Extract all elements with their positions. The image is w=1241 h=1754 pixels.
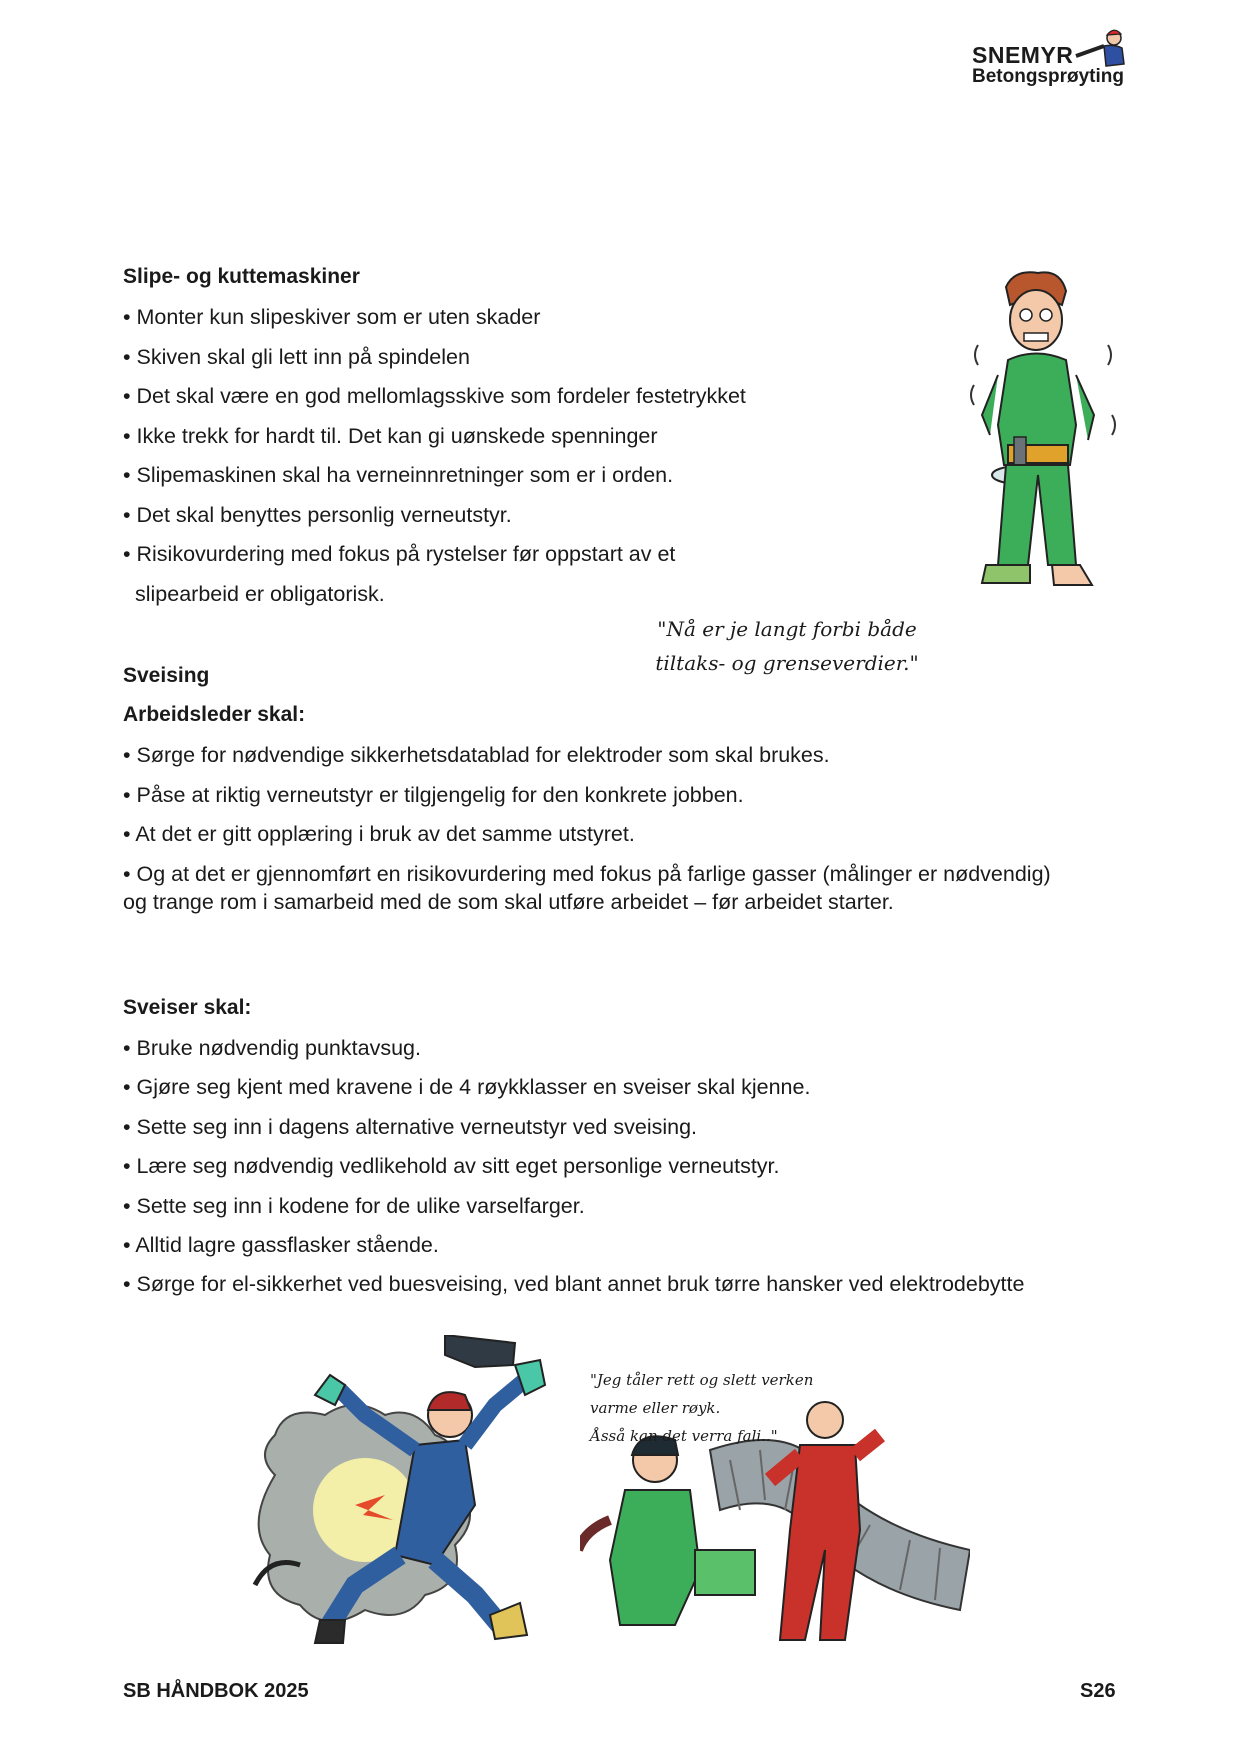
list-item: • Det skal benyttes personlig verneutstyr.	[123, 503, 512, 527]
subsection-title-leader: Arbeidsleder skal:	[123, 703, 306, 726]
list-item: • Sette seg inn i dagens alternative verneutstyr ved sveising.	[123, 1115, 698, 1139]
quote-line: tiltaks- og grenseverdier."	[655, 651, 919, 675]
quote-line: Åsså kan det verra fali.."	[590, 1427, 778, 1445]
list-item: • Ikke trekk for hardt til. Det kan gi uønskede spenninger	[123, 424, 658, 448]
quote-line: varme eller røyk.	[590, 1399, 721, 1417]
page-number: S26	[1080, 1680, 1116, 1702]
quote-line: "Nå er je langt forbi både	[657, 617, 917, 641]
logo-subtitle: Betongsprøyting	[972, 66, 1124, 87]
list-item: • Sette seg inn i kodene for de ulike varselfarger.	[123, 1194, 585, 1218]
company-logo	[972, 26, 1132, 96]
list-item-continuation: slipearbeid er obligatorisk.	[135, 582, 385, 606]
list-item: • Alltid lagre gassflasker stående.	[123, 1233, 439, 1257]
list-item: • Slipemaskinen skal ha verneinnretninger som er i orden.	[123, 463, 674, 487]
list-item: • Påse at riktig verneutstyr er tilgjengelig for den konkrete jobben.	[123, 783, 744, 807]
quote-grinding	[632, 612, 942, 680]
section-title-grinding: Slipe- og kuttemaskiner	[123, 265, 360, 288]
list-item: • Det skal være en god mellomlagsskive som fordeler festetrykket	[123, 384, 746, 408]
list-item: • Og at det er gjennomført en risikovurdering med fokus på farlige gasser (målinger er nødvendig) og trange rom i samarbeid med de som skal utføre arbeidet – før arbeidet starter.	[123, 862, 1051, 914]
list-item: • Risikovurdering med fokus på rystelser før oppstart av et	[123, 542, 676, 566]
list-item: • Sørge for nødvendige sikkerhetsdatablad for elektroder som skal brukes.	[123, 743, 830, 767]
list-item: • Gjøre seg kjent med kravene i de 4 røykklasser en sveiser skal kjenne.	[123, 1075, 811, 1099]
list-item: • Monter kun slipeskiver som er uten skader	[123, 305, 541, 329]
section-title-welding: Sveising	[123, 664, 210, 687]
shaking-worker-illustration	[968, 265, 1118, 600]
footer-title: SB HÅNDBOK 2025	[123, 1680, 309, 1702]
welding-smoke-illustration	[245, 1335, 565, 1650]
quote-line: "Jeg tåler rett og slett verken	[590, 1371, 814, 1389]
list-item: • Sørge for el-sikkerhet ved buesveising, ved blant annet bruk tørre hansker ved elektrodebytte	[123, 1272, 1025, 1296]
logo-brand: SNEMYR	[972, 42, 1074, 68]
list-item: • Bruke nødvendig punktavsug.	[123, 1036, 421, 1060]
list-item: • Skiven skal gli lett inn på spindelen	[123, 345, 470, 369]
list-item: • At det er gitt opplæring i bruk av det samme utstyret.	[123, 822, 635, 846]
sprayer-worker-icon	[1074, 26, 1132, 72]
quote-welding	[590, 1366, 890, 1450]
subsection-title-welder: Sveiser skal:	[123, 996, 252, 1019]
list-item: • Lære seg nødvendig vedlikehold av sitt eget personlige verneutstyr.	[123, 1154, 780, 1178]
